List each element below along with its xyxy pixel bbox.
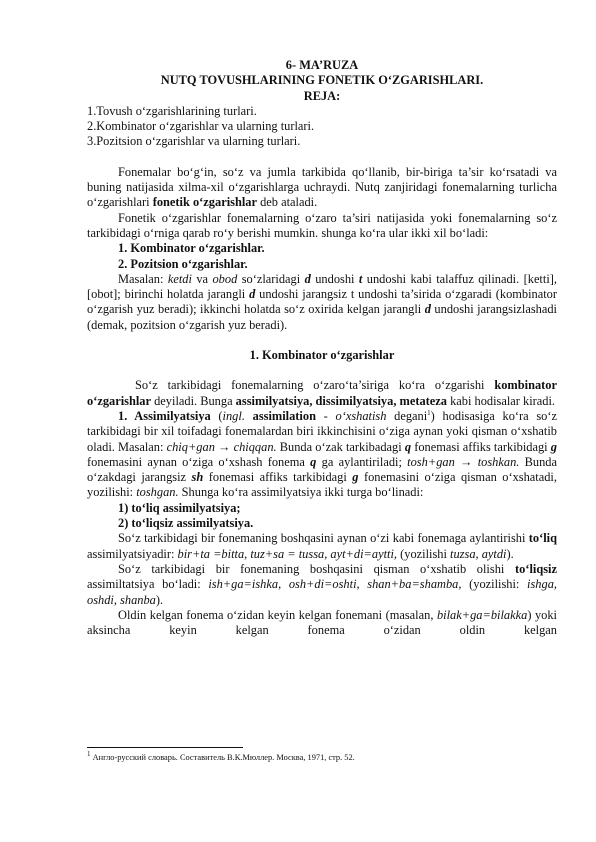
plan-heading: REJA: — [303, 88, 341, 103]
intro-paragraph-2: Fonetik o‘zgarishlar fonemalarning o‘zaro ta’siri natijasida yoki fonemalarning so‘z tarkibidagi o‘rniga qarab ro‘y berishi mumkin. shunga ko‘ra ular ikki xil bo‘ladi: — [87, 210, 557, 240]
lecture-title: NUTQ TOVUSHLARINING FONETIK O‘ZGARISHLARI. — [160, 73, 484, 88]
document-page — [87, 58, 557, 638]
footnote-reference[interactable]: 1 — [427, 408, 431, 417]
plan-item: 1.Tovush o‘zgarishlarining turlari. — [87, 103, 257, 118]
definition-paragraph: So‘z tarkibidagi fonemalarning o‘zaro‘ta’siriga ko‘ra o‘zgarishi kombinator o‘zgarishlar deyiladi. Bunga assimilyatsiya, dissimilyatsiya, metateza kabi hodisalar kiradi. — [87, 378, 557, 408]
section-heading: 1. Kombinator o‘zgarishlar — [249, 348, 395, 363]
plan-item: 3.Pozitsion o‘zgarishlar va ularning turlari. — [87, 134, 301, 149]
footnote: $^1$ Англо-русский словарь. Составитель В.К.Мюллер. Москва, 1971, стр. 52. — [87, 750, 355, 762]
intro-item-2: 2. Pozitsion o‘zgarishlar. — [118, 256, 248, 271]
footnote-divider — [87, 747, 243, 748]
intro-paragraph-1: Fonemalar bo‘g‘in, so‘z va jumla tarkibida qo‘llanib, bir-biriga ta’sir ko‘rsatadi va buning natijasida xilma-xil o‘zgarishlarga uchraydi. Nutq zanjiridagi fonemalarning turlicha o‘zgarishlari fonetik o‘zgarishlar deb ataladi. — [87, 164, 557, 210]
example-paragraph: Masalan: ketdi va obod so‘zlaridagi d undoshi t undoshi kabi talaffuz qilinadi. [ketti], [obot]; birinchi holatda jarangli d undoshi jarangsiz t undoshi ta’sirida o‘zgaradi (kombinator o‘zgarish yuz beradi); ikkinchi holatda so‘z oxirida kelgan jarangli d undoshi jarangsizlashadi (demak, pozitsion o‘zgarish yuz beradi). — [87, 271, 557, 332]
full-assimilation-paragraph: So‘z tarkibidagi bir fonemaning boshqasini aynan o‘zi kabi fonemaga aylantirishi to‘liq assimilyatsiyadir: bir+ta =bitta, tuz+sa = tussa, ayt+di=aytti, (yozilishi tuzsa, aytdi). — [87, 531, 557, 561]
final-paragraph: Oldin kelgan fonema o‘zidan keyin kelgan fonemani (masalan, bilak+ga=bilakka) yoki aksincha keyin kelgan fonema o‘zidan oldin kelgan — [87, 607, 557, 638]
partial-assimilation-paragraph: So‘z tarkibidagi bir fonemaning boshqasini qisman o‘xshatib olishi to‘liqsiz assimiltatsiya bo‘ladi: ish+ga=ishka, osh+di=oshti, shan+ba=shamba, (yozilishi: ishga, oshdi, shanba). — [87, 561, 557, 607]
plan-item: 2.Kombinator o‘zgarishlar va ularning turlari. — [87, 119, 315, 134]
assimilation-type-2: 2) to‘liqsiz assimilyatsiya. — [118, 516, 254, 531]
lecture-number: 6- MA’RUZA — [285, 58, 359, 72]
intro-item-1: 1. Kombinator o‘zgarishlar. — [118, 241, 265, 256]
assimilation-type-1: 1) to‘liq assimilyatsiya; — [118, 500, 241, 515]
assimilation-paragraph: 1. Assimilyatsiya (ingl. assimilation - o‘xshatish degani$^1$) hodisasiga ko‘ra so‘z tarkibidagi bir xil toifadagi fonemalardan biri ikkinchisini o‘ziga aynan yoki qisman o‘xshatib oladi. Masalan: chiq+gan → chiqqan. Bunda o‘zak tarkibadagi q fonemasi affiks tarkibidagi g fonemasini aynan o‘ziga o‘xshash fonema q ga aylantiriladi; tosh+gan → toshkan. Bunda o‘zakdagi jarangsiz sh fonemasi affiks tarkibidagi g fonemasini o‘ziga qisman o‘xshatadi, yozilishi: toshgan. Shunga ko‘ra assimilyatsiya ikki turga bo‘linadi: — [87, 408, 557, 500]
